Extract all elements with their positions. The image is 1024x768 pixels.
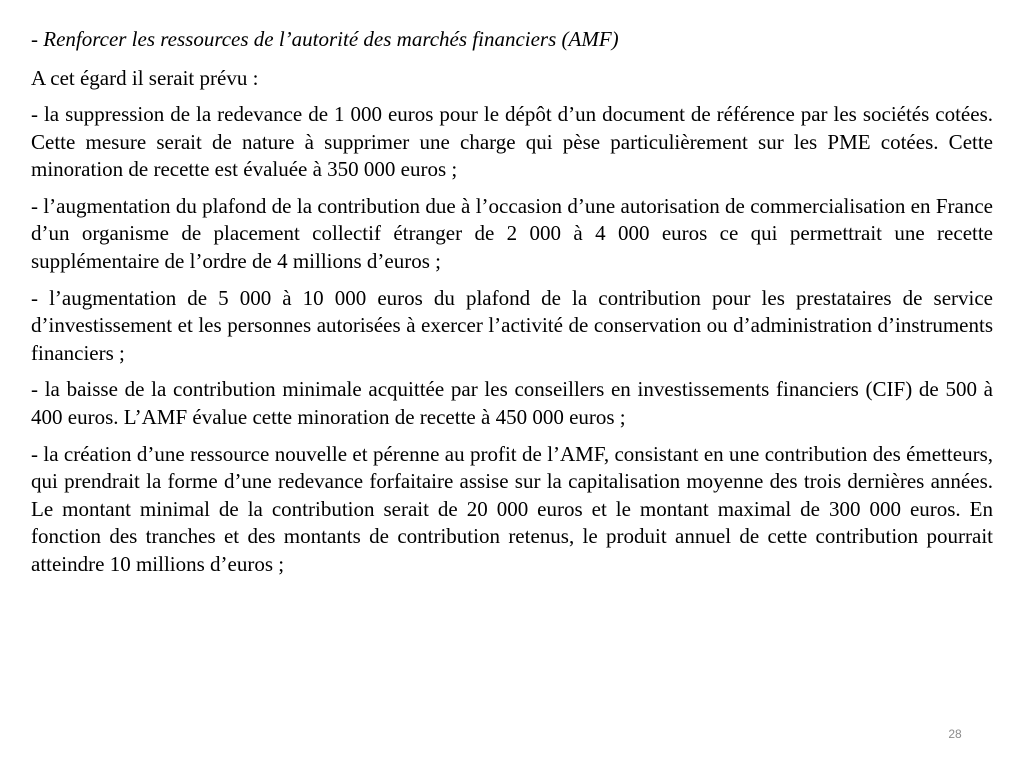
intro-text: A cet égard il serait prévu : xyxy=(31,66,259,90)
section-subtitle: - Renforcer les ressources de l’autorité des marchés financiers (AMF) xyxy=(31,27,619,51)
slide-content xyxy=(31,25,993,579)
paragraph-creation-ressource: - la création d’une ressource nouvelle et pérenne au profit de l’AMF, consistant en une contribution des émetteurs, qui prendrait la forme d’une redevance forfaitaire assise sur la capitalisation moyenne des trois dernières années. Le montant minimal de la contribution serait de 20 000 euros et le montant maximal de 300 000 euros. En fonction des tranches et des montants de contribution retenus, le produit annuel de cette contribution pourrait atteindre 10 millions d’euros ; xyxy=(31,441,993,576)
paragraph-baisse-cif: - la baisse de la contribution minimale acquittée par les conseillers en investissements financiers (CIF) de 500 à 400 euros. L’AMF évalue cette minoration de recette à 450 000 euros ; xyxy=(31,377,993,429)
paragraph-augmentation-plafond-opc: - l’augmentation du plafond de la contribution due à l’occasion d’une autorisation de commercialisation en France d’un organisme de placement collectif étranger de 2 000 à 4 000 euros ce qui permettrait une recette supplémentaire de l’ordre de 4 millions d’euros ; xyxy=(31,193,993,273)
paragraph-augmentation-psi: - l’augmentation de 5 000 à 10 000 euros du plafond de la contribution pour les prestataires de service d’investissement et les personnes autorisées à exercer l’activité de conservation ou d’administration d’instruments financiers ; xyxy=(31,285,993,365)
page-number: 28 xyxy=(948,727,962,741)
paragraph-suppression-redevance: - la suppression de la redevance de 1 000 euros pour le dépôt d’un document de référence par les sociétés cotées. Cette mesure serait de nature à supprimer une charge qui pèse particulièrement sur les PME cotées. Cette minoration de recette est évaluée à 350 000 euros ; xyxy=(31,102,993,182)
